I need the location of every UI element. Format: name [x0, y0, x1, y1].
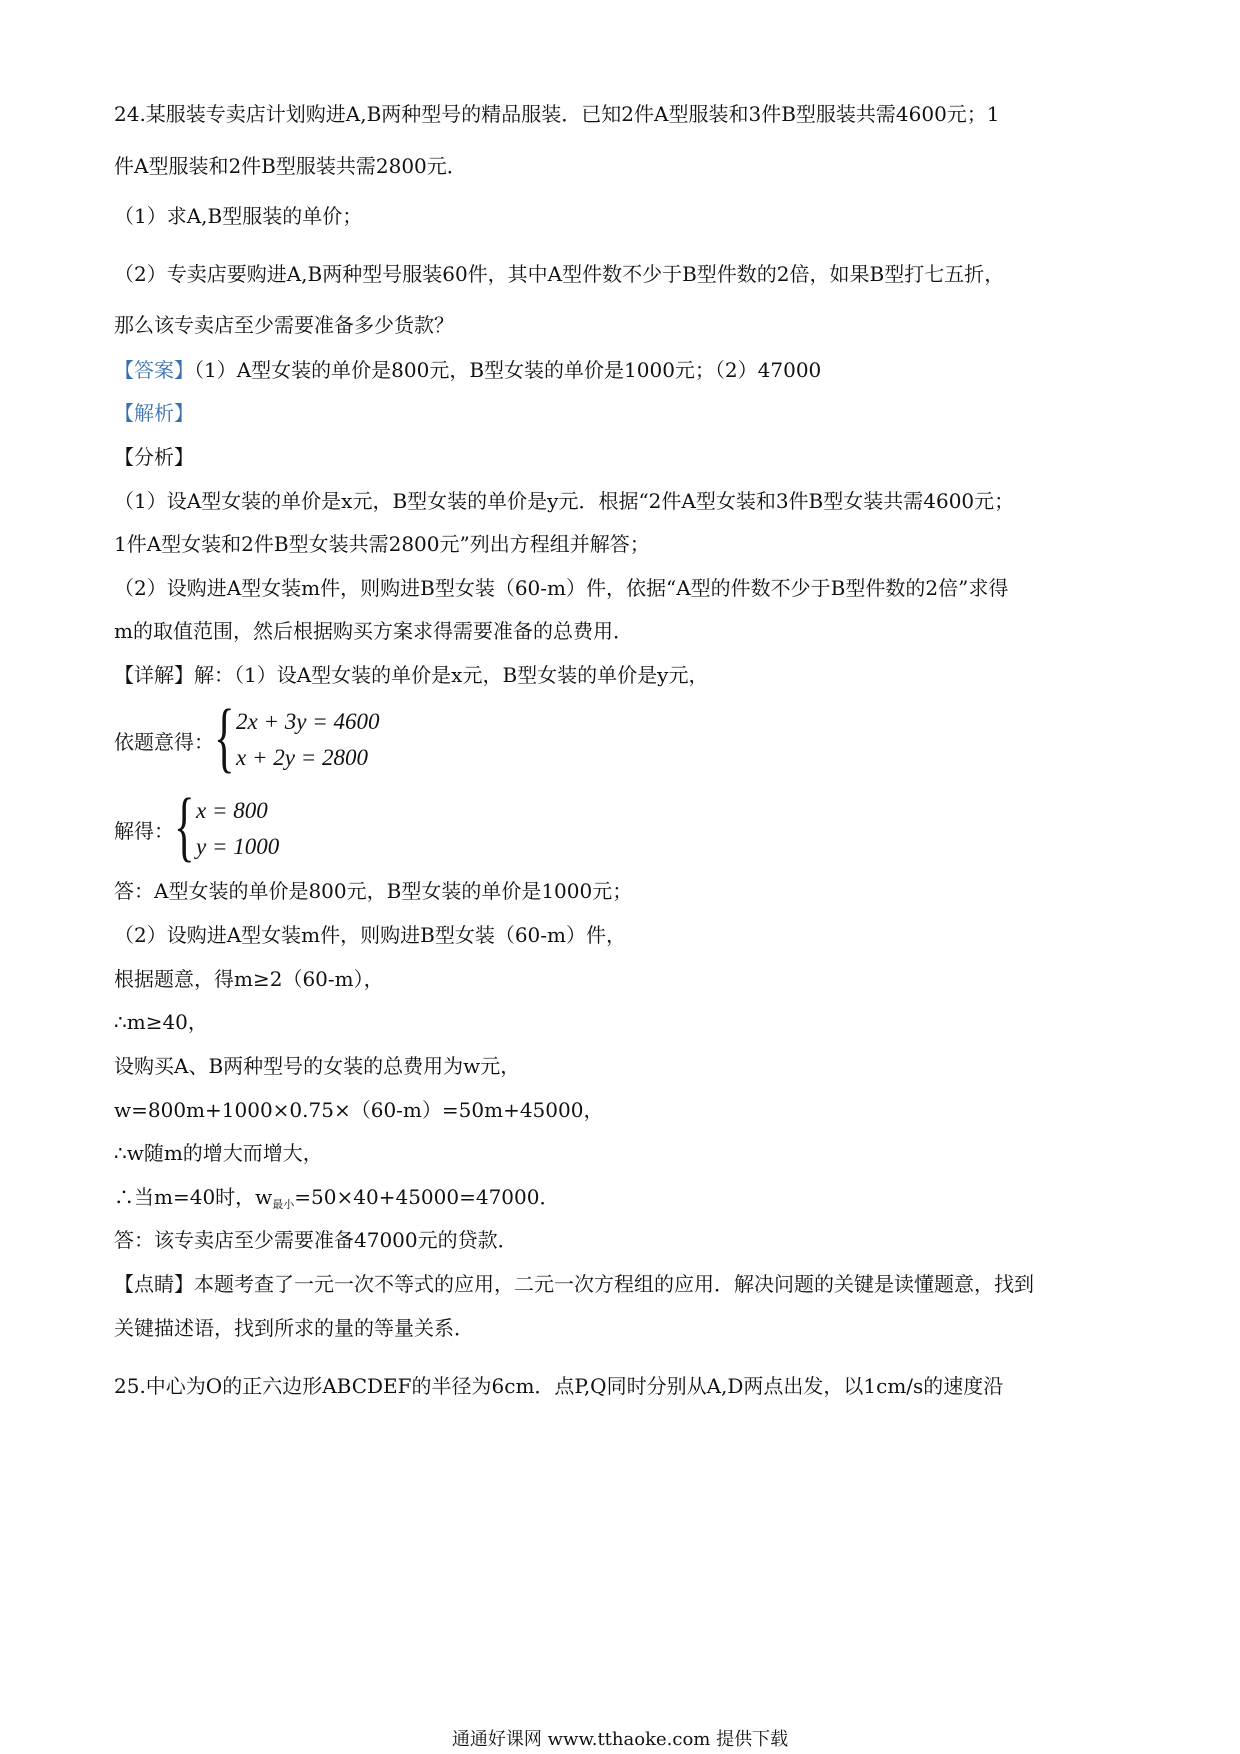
detail-tag: 【详解】 [114, 663, 194, 687]
step-8-subscript: 最小 [272, 1198, 295, 1211]
analysis-p1-line-1: （1）设A型女装的单价是x元，B型女装的单价是y元．根据“2件A型女装和3件B型女装共需4600元； [114, 489, 1015, 513]
step-8-pre: ∴当m=40时，w [114, 1185, 273, 1209]
comment-tag: 【点睛】 [114, 1272, 194, 1296]
step-2: （2）设购进A型女装m件，则购进B型女装（60-m）件， [114, 923, 627, 947]
detail-intro: 解：（1）设A型女装的单价是x元，B型女装的单价是y元， [194, 663, 709, 687]
answer-1: 答：A型女装的单价是800元，B型女装的单价是1000元； [114, 879, 633, 903]
analysis-p2-line-1: （2）设购进A型女装m件，则购进B型女装（60-m）件，依据“A型的件数不少于B型件数的2倍”求得 [114, 576, 1009, 600]
comment-text-1: 本题考查了一元一次不等式的应用，二元一次方程组的应用．解决问题的关键是读懂题意，找到 [194, 1272, 1034, 1296]
solve-label: 解得： [114, 818, 174, 843]
q24-line-1: 24.某服装专卖店计划购进A,B两种型号的精品服装．已知2件A型服装和3件B型服装共需4600元；1 [114, 102, 1000, 126]
comment-line-1 [114, 1270, 1034, 1298]
answer-line [114, 356, 821, 384]
step-3: 根据题意，得m≥2（60-m）， [114, 967, 384, 991]
detail-intro-line [114, 661, 708, 689]
q24-sub-2-line-1: （2）专卖店要购进A,B两种型号服装60件，其中A型件数不少于B型件数的2倍，如果B型打七五折， [114, 262, 1005, 286]
left-brace: { [214, 693, 235, 780]
equation-2: x + 2y = 2800 [236, 745, 368, 770]
q25-line-1: 25.中心为O的正六边形ABCDEF的半径为6cm．点P,Q同时分别从A,D两点出发，以1cm/s的速度沿 [114, 1374, 1004, 1398]
comment-line-2: 关键描述语，找到所求的量的等量关系． [114, 1316, 474, 1340]
solution-1: x = 800 [196, 798, 268, 823]
system-label: 依题意得： [114, 729, 214, 754]
analysis-p2-line-2: m的取值范围，然后根据购买方案求得需要准备的总费用． [114, 619, 633, 643]
answer-tag: 【答案】 [114, 358, 194, 382]
answer-2: 答：该专卖店至少需要准备47000元的贷款． [114, 1228, 518, 1252]
equation-list [236, 704, 379, 776]
equation-1: 2x + 3y = 4600 [236, 709, 380, 734]
answer-text: （1）A型女装的单价是800元，B型女装的单价是1000元；（2）47000 [194, 358, 822, 382]
q24-sub-2-line-2: 那么该专卖店至少需要准备多少货款？ [114, 313, 454, 337]
step-6: w=800m+1000×0.75×（60-m）=50m+45000， [114, 1098, 604, 1122]
analysis-p1-line-2: 1件A型女装和2件B型女装共需2800元”列出方程组并解答； [114, 532, 650, 556]
step-8 [114, 1183, 559, 1215]
q24-sub-1: （1）求A,B型服装的单价； [114, 204, 363, 228]
step-5: 设购买A、B两种型号的女装的总费用为w元， [114, 1054, 521, 1078]
solution-list [196, 793, 279, 865]
footer-credit: 通通好课网 www.tthaoke.com 提供下载 [451, 1729, 789, 1750]
equation-system [114, 693, 380, 780]
q24-line-2: 件A型服装和2件B型服装共需2800元． [114, 154, 467, 178]
step-8-post: =50×40+45000=47000． [294, 1185, 560, 1209]
left-brace: { [174, 782, 195, 869]
jiexi-tag: 【解析】 [114, 401, 194, 425]
solution-2: y = 1000 [196, 834, 280, 859]
solution-system [114, 782, 280, 869]
analysis-tag: 【分析】 [114, 445, 194, 469]
step-4: ∴m≥40， [114, 1010, 208, 1034]
step-7: ∴w随m的增大而增大， [114, 1141, 323, 1165]
